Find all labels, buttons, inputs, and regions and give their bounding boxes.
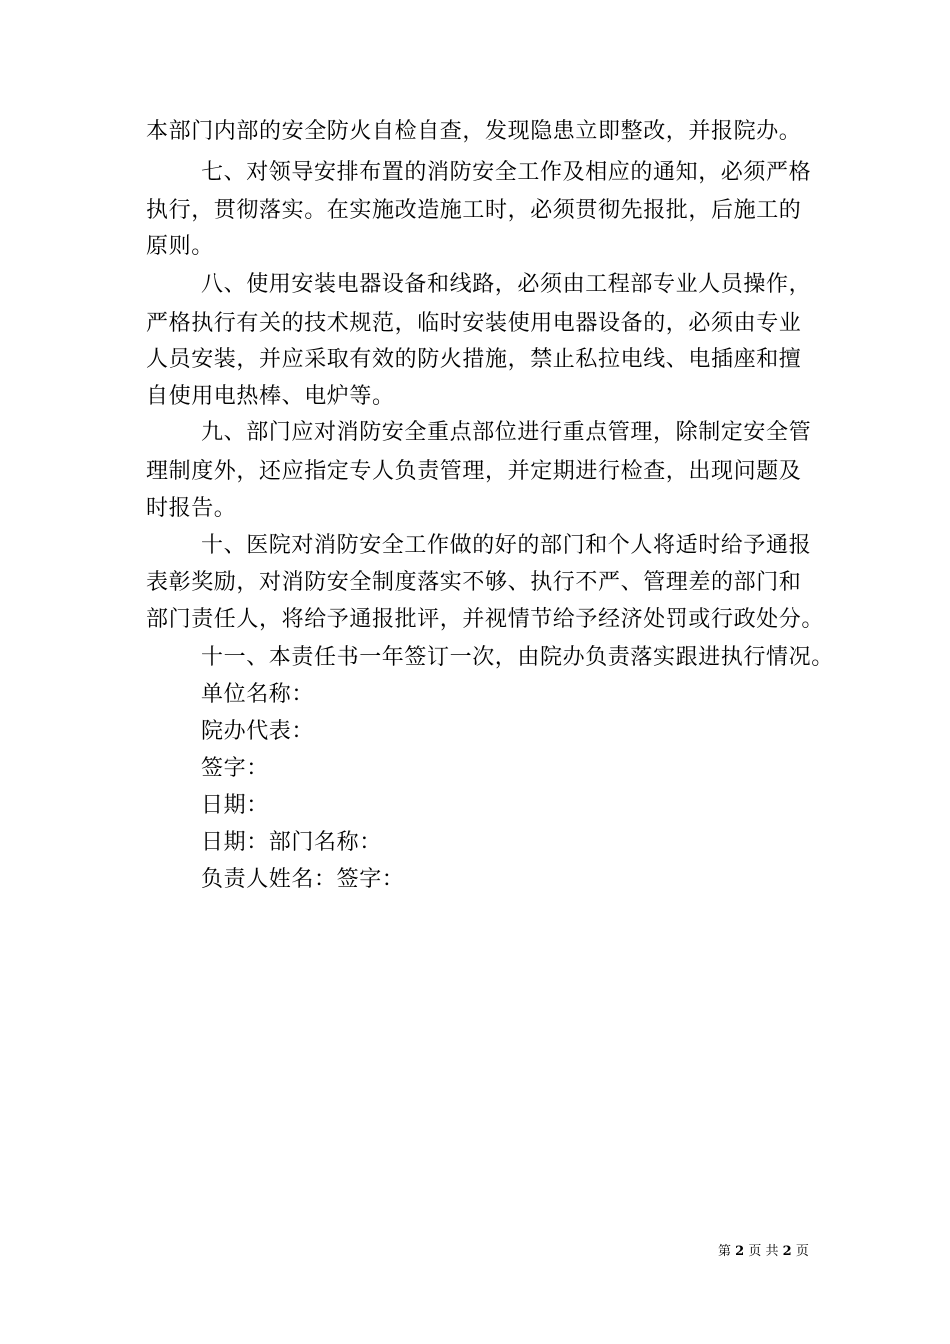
body-line: 原则。 (146, 234, 214, 259)
body-line: 严格执行有关的技术规范，临时安装使用电器设备的，必须由专业 (146, 311, 802, 336)
footer-suffix: 页 (795, 1244, 809, 1259)
current-page-number: 2 (735, 1244, 745, 1259)
page-number-footer (718, 1243, 809, 1261)
clause-11-line: 十一、本责任书一年签订一次，由院办负责落实跟进执行情况。 (201, 645, 834, 670)
body-line: 执行，贯彻落实。在实施改造施工时，必须贯彻先报批，后施工的 (146, 198, 802, 223)
body-line: 部门责任人，将给予通报批评，并视情节给予经济处罚或行政处分。 (146, 607, 825, 632)
clause-10-line: 十、医院对消防安全工作做的好的部门和个人将适时给予通报 (201, 533, 812, 558)
body-line: 表彰奖励，对消防安全制度落实不够、执行不严、管理差的部门和 (146, 570, 802, 595)
signature-field: 签字： (201, 756, 269, 781)
date-field: 日期： (201, 793, 269, 818)
clause-7-line: 七、对领导安排布置的消防安全工作及相应的通知，必须严格 (201, 160, 812, 185)
total-page-number: 2 (782, 1244, 792, 1259)
body-line: 理制度外，还应指定专人负责管理，并定期进行检查，出现问题及 (146, 459, 802, 484)
body-line: 自使用电热棒、电炉等。 (146, 384, 395, 409)
footer-middle: 页 共 (748, 1244, 779, 1259)
unit-name-field: 单位名称： (201, 682, 315, 707)
body-line: 本部门内部的安全防火自检自查，发现隐患立即整改，并报院办。 (146, 119, 802, 144)
clause-8-line: 八、使用安装电器设备和线路，必须由工程部专业人员操作， (201, 272, 812, 297)
responsible-person-field: 负责人姓名：签字： (201, 867, 405, 892)
body-line: 时报告。 (146, 496, 237, 521)
office-representative-field: 院办代表： (201, 719, 315, 744)
footer-prefix: 第 (718, 1244, 732, 1259)
clause-9-line: 九、部门应对消防安全重点部位进行重点管理，除制定安全管 (201, 420, 812, 445)
date-department-field: 日期：部门名称： (201, 830, 382, 855)
body-line: 人员安装，并应采取有效的防火措施，禁止私拉电线、电插座和擅 (146, 347, 802, 372)
